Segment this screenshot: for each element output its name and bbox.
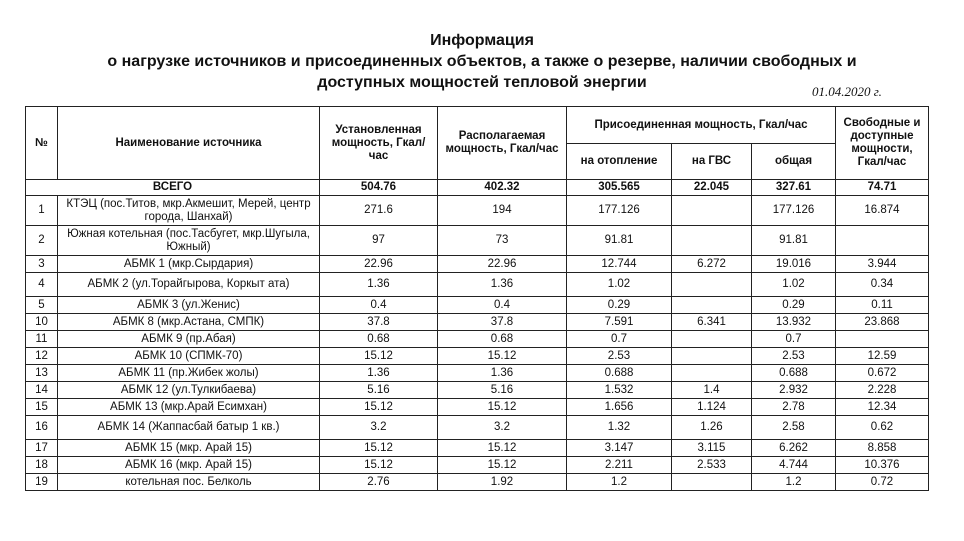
cell-num: 11 <box>26 331 58 348</box>
cell-name: КТЭЦ (пос.Титов, мкр.Акмешит, Мерей, центр города, Шанхай) <box>58 196 320 226</box>
cell-name: АБМК 11 (пр.Жибек жолы) <box>58 365 320 382</box>
cell-num: 15 <box>26 399 58 416</box>
header-available: Располагаемая мощность, Гкал/час <box>438 107 567 180</box>
cell-free: 23.868 <box>836 314 929 331</box>
cell-installed: 3.2 <box>320 416 438 440</box>
cell-total: 1.02 <box>752 273 836 297</box>
cell-name: АБМК 14 (Жаппасбай батыр 1 кв.) <box>58 416 320 440</box>
table-row <box>26 226 929 256</box>
cell-free: 0.72 <box>836 474 929 491</box>
table-row <box>26 196 929 226</box>
cell-name: АБМК 3 (ул.Женис) <box>58 297 320 314</box>
cell-total: 0.7 <box>752 331 836 348</box>
cell-gvs: 6.341 <box>672 314 752 331</box>
cell-gvs <box>672 196 752 226</box>
table-row <box>26 416 929 440</box>
cell-total: 177.126 <box>752 196 836 226</box>
cell-gvs: 1.124 <box>672 399 752 416</box>
cell-free: 0.34 <box>836 273 929 297</box>
cell-installed: 15.12 <box>320 457 438 474</box>
total-row <box>26 180 929 196</box>
cell-available: 1.36 <box>438 365 567 382</box>
header-connected: Присоединенная мощность, Гкал/час <box>567 107 836 144</box>
cell-available: 15.12 <box>438 348 567 365</box>
cell-installed: 0.68 <box>320 331 438 348</box>
header-free: Свободные и доступные мощности, Гкал/час <box>836 107 929 180</box>
cell-installed: 0.4 <box>320 297 438 314</box>
cell-num: 17 <box>26 440 58 457</box>
cell-name: АБМК 2 (ул.Торайгырова, Коркыт ата) <box>58 273 320 297</box>
cell-gvs <box>672 273 752 297</box>
cell-available: 15.12 <box>438 440 567 457</box>
total-free: 74.71 <box>836 180 929 196</box>
cell-gvs: 1.26 <box>672 416 752 440</box>
cell-num: 10 <box>26 314 58 331</box>
title-line-2: о нагрузке источников и присоединенных объектов, а также о резерве, наличии свободных и <box>107 53 857 70</box>
cell-free: 0.672 <box>836 365 929 382</box>
cell-name: АБМК 10 (СПМК-70) <box>58 348 320 365</box>
cell-heating: 1.656 <box>567 399 672 416</box>
table-row <box>26 256 929 273</box>
heat-capacity-table <box>25 106 929 491</box>
cell-total: 6.262 <box>752 440 836 457</box>
cell-heating: 1.32 <box>567 416 672 440</box>
cell-total: 19.016 <box>752 256 836 273</box>
cell-installed: 271.6 <box>320 196 438 226</box>
cell-available: 73 <box>438 226 567 256</box>
cell-free: 16.874 <box>836 196 929 226</box>
cell-heating: 1.02 <box>567 273 672 297</box>
cell-name: АБМК 1 (мкр.Сырдария) <box>58 256 320 273</box>
header-num: № <box>26 107 58 180</box>
cell-num: 18 <box>26 457 58 474</box>
cell-heating: 91.81 <box>567 226 672 256</box>
cell-num: 3 <box>26 256 58 273</box>
header-installed: Установленная мощность, Гкал/час <box>320 107 438 180</box>
cell-available: 1.92 <box>438 474 567 491</box>
cell-gvs: 2.533 <box>672 457 752 474</box>
cell-num: 2 <box>26 226 58 256</box>
cell-free: 0.62 <box>836 416 929 440</box>
cell-num: 14 <box>26 382 58 399</box>
cell-name: АБМК 12 (ул.Тулкибаева) <box>58 382 320 399</box>
cell-heating: 0.29 <box>567 297 672 314</box>
table-row <box>26 273 929 297</box>
cell-gvs: 6.272 <box>672 256 752 273</box>
total-available: 402.32 <box>438 180 567 196</box>
header-name: Наименование источника <box>58 107 320 180</box>
table-row <box>26 440 929 457</box>
title-line-1: Информация <box>430 32 534 49</box>
cell-free: 10.376 <box>836 457 929 474</box>
cell-installed: 15.12 <box>320 440 438 457</box>
cell-free: 12.59 <box>836 348 929 365</box>
cell-gvs <box>672 331 752 348</box>
cell-installed: 97 <box>320 226 438 256</box>
table-row <box>26 348 929 365</box>
table-row <box>26 297 929 314</box>
cell-num: 19 <box>26 474 58 491</box>
total-heating: 305.565 <box>567 180 672 196</box>
cell-free: 8.858 <box>836 440 929 457</box>
cell-free <box>836 331 929 348</box>
cell-installed: 22.96 <box>320 256 438 273</box>
cell-available: 37.8 <box>438 314 567 331</box>
cell-total: 4.744 <box>752 457 836 474</box>
cell-free: 2.228 <box>836 382 929 399</box>
cell-name: АБМК 9 (пр.Абая) <box>58 331 320 348</box>
cell-gvs <box>672 474 752 491</box>
cell-available: 15.12 <box>438 399 567 416</box>
cell-heating: 0.7 <box>567 331 672 348</box>
table-row <box>26 365 929 382</box>
cell-installed: 5.16 <box>320 382 438 399</box>
header-heating: на отопление <box>567 144 672 180</box>
cell-installed: 15.12 <box>320 399 438 416</box>
total-installed: 504.76 <box>320 180 438 196</box>
cell-available: 0.68 <box>438 331 567 348</box>
cell-gvs <box>672 365 752 382</box>
cell-heating: 3.147 <box>567 440 672 457</box>
cell-name: котельная пос. Белколь <box>58 474 320 491</box>
header-total: общая <box>752 144 836 180</box>
cell-free <box>836 226 929 256</box>
header-gvs: на ГВС <box>672 144 752 180</box>
title-line-3: доступных мощностей тепловой энергии <box>317 74 647 91</box>
cell-heating: 12.744 <box>567 256 672 273</box>
cell-gvs <box>672 348 752 365</box>
table-row <box>26 314 929 331</box>
table-row <box>26 399 929 416</box>
table-row <box>26 331 929 348</box>
cell-total: 1.2 <box>752 474 836 491</box>
cell-installed: 15.12 <box>320 348 438 365</box>
table-row <box>26 457 929 474</box>
document-date: 01.04.2020 г. <box>812 84 882 99</box>
cell-num: 12 <box>26 348 58 365</box>
cell-available: 194 <box>438 196 567 226</box>
cell-total: 2.58 <box>752 416 836 440</box>
cell-num: 5 <box>26 297 58 314</box>
cell-installed: 37.8 <box>320 314 438 331</box>
cell-heating: 2.211 <box>567 457 672 474</box>
cell-total: 0.29 <box>752 297 836 314</box>
cell-gvs <box>672 226 752 256</box>
cell-total: 91.81 <box>752 226 836 256</box>
cell-heating: 177.126 <box>567 196 672 226</box>
cell-num: 1 <box>26 196 58 226</box>
cell-num: 16 <box>26 416 58 440</box>
cell-heating: 1.532 <box>567 382 672 399</box>
total-gvs: 22.045 <box>672 180 752 196</box>
cell-gvs <box>672 297 752 314</box>
cell-available: 22.96 <box>438 256 567 273</box>
cell-num: 13 <box>26 365 58 382</box>
cell-available: 3.2 <box>438 416 567 440</box>
total-total: 327.61 <box>752 180 836 196</box>
cell-name: АБМК 13 (мкр.Арай Есимхан) <box>58 399 320 416</box>
cell-free: 3.944 <box>836 256 929 273</box>
cell-heating: 7.591 <box>567 314 672 331</box>
cell-gvs: 1.4 <box>672 382 752 399</box>
cell-free: 0.11 <box>836 297 929 314</box>
cell-name: Южная котельная (пос.Тасбугет, мкр.Шугыла, Южный) <box>58 226 320 256</box>
cell-total: 2.78 <box>752 399 836 416</box>
total-label: ВСЕГО <box>26 180 320 196</box>
cell-available: 0.4 <box>438 297 567 314</box>
cell-name: АБМК 16 (мкр. Арай 15) <box>58 457 320 474</box>
cell-name: АБМК 15 (мкр. Арай 15) <box>58 440 320 457</box>
cell-total: 2.53 <box>752 348 836 365</box>
cell-installed: 1.36 <box>320 273 438 297</box>
cell-total: 13.932 <box>752 314 836 331</box>
table-row <box>26 474 929 491</box>
cell-heating: 2.53 <box>567 348 672 365</box>
cell-total: 0.688 <box>752 365 836 382</box>
cell-free: 12.34 <box>836 399 929 416</box>
cell-available: 5.16 <box>438 382 567 399</box>
cell-gvs: 3.115 <box>672 440 752 457</box>
cell-installed: 2.76 <box>320 474 438 491</box>
cell-heating: 1.2 <box>567 474 672 491</box>
cell-available: 1.36 <box>438 273 567 297</box>
cell-installed: 1.36 <box>320 365 438 382</box>
cell-name: АБМК 8 (мкр.Астана, СМПК) <box>58 314 320 331</box>
cell-available: 15.12 <box>438 457 567 474</box>
table-row <box>26 382 929 399</box>
cell-num: 4 <box>26 273 58 297</box>
cell-total: 2.932 <box>752 382 836 399</box>
cell-heating: 0.688 <box>567 365 672 382</box>
